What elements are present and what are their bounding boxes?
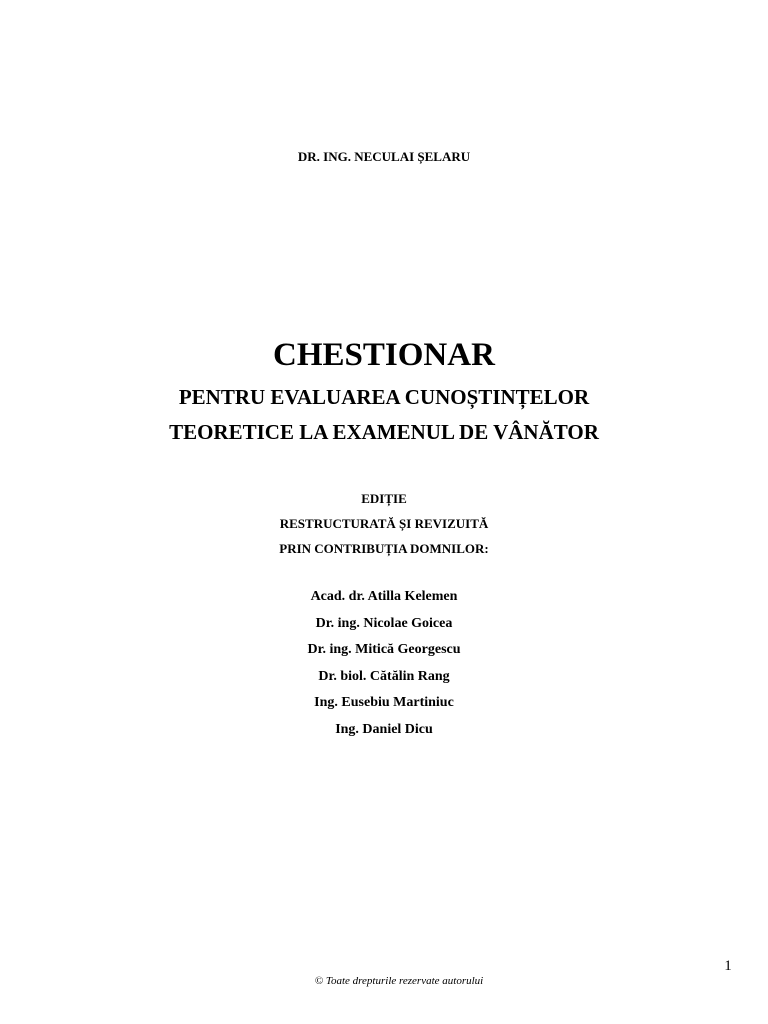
contributor-3: Dr. ing. Mitică Georgescu — [307, 642, 461, 657]
contributor-4: Dr. biol. Cătălin Rang — [318, 669, 450, 684]
author-name: DR. ING. NECULAI ȘELARU — [297, 149, 471, 164]
subtitle-line-1: PENTRU EVALUAREA CUNOȘTINȚELOR — [178, 385, 590, 409]
page-number: 1 — [724, 958, 732, 974]
contributor-6: Ing. Daniel Dicu — [335, 722, 433, 737]
document-title: CHESTIONAR — [273, 337, 495, 373]
edition-line-3: PRIN CONTRIBUȚIA DOMNILOR: — [279, 541, 489, 556]
contributor-5: Ing. Eusebiu Martiniuc — [314, 695, 454, 710]
subtitle-line-2: TEORETICE LA EXAMENUL DE VÂNĂTOR — [169, 420, 599, 444]
edition-line-2: RESTRUCTURATĂ ȘI REVIZUITĂ — [279, 516, 489, 531]
contributor-1: Acad. dr. Atilla Kelemen — [310, 589, 458, 604]
copyright-notice: © Toate drepturile rezervate autorului — [314, 975, 484, 987]
contributor-2: Dr. ing. Nicolae Goicea — [315, 616, 453, 631]
edition-line-1: EDIȚIE — [361, 491, 407, 506]
